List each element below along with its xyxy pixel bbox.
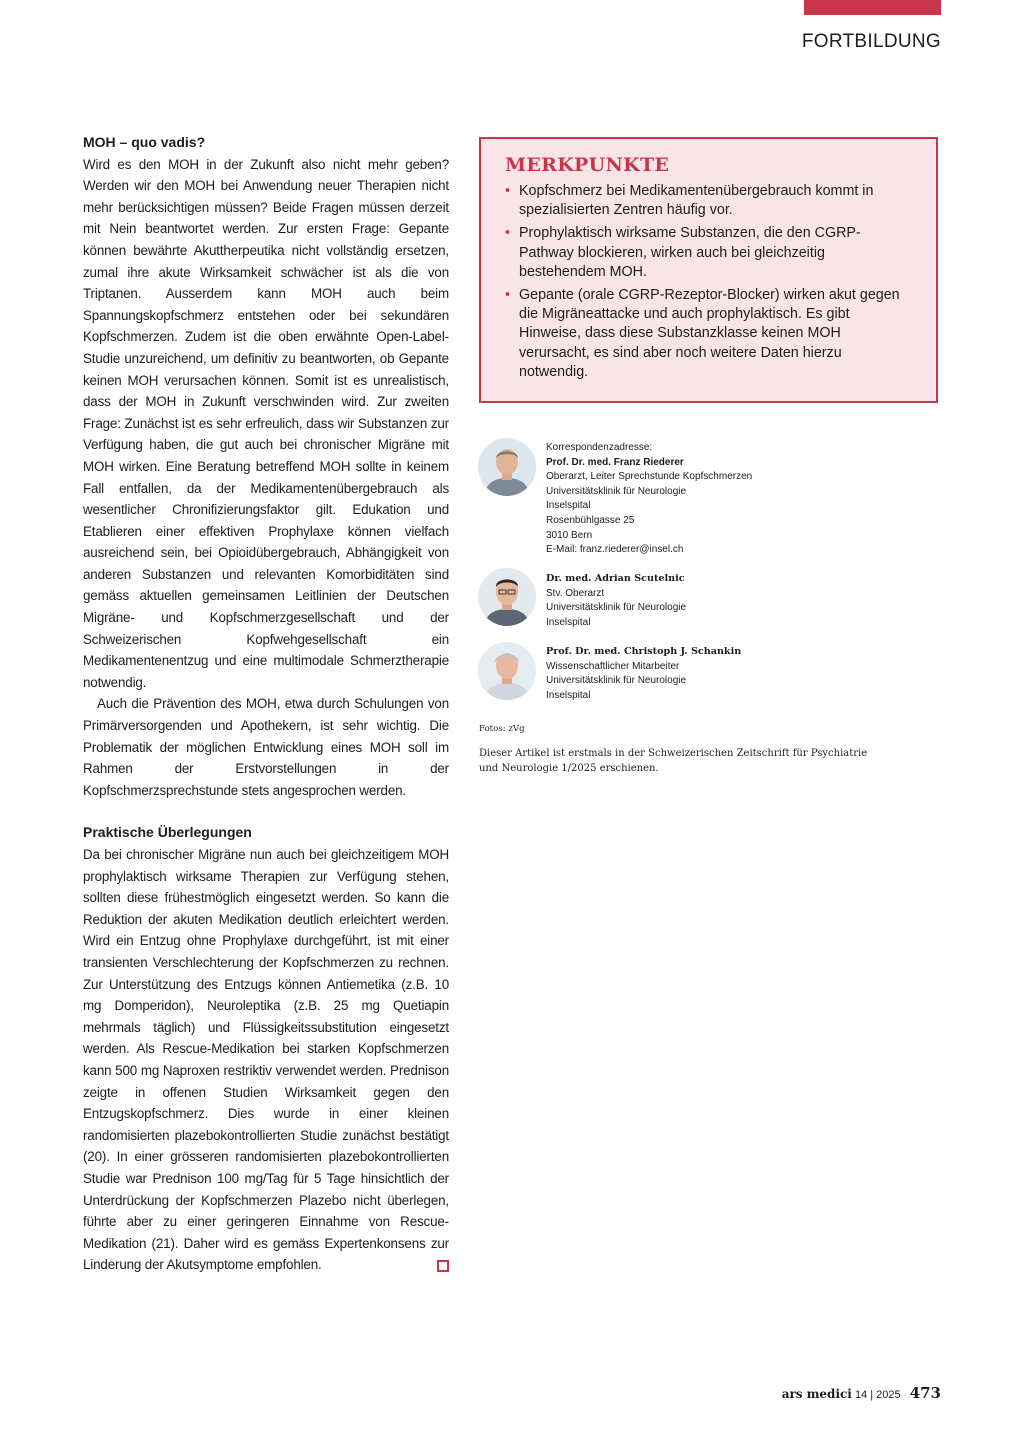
bullet-icon: • [505,183,511,199]
author-schankin-address [546,645,741,703]
author-name: Prof. Dr. med. Christoph J. Schankin [546,646,742,657]
section-label: FORTBILDUNG [801,31,941,52]
author-name: Prof. Dr. med. Franz Riederer [546,456,684,468]
author-name: Dr. med. Adrian Scutelnic [546,573,685,584]
author-photo-riederer [478,438,536,496]
author-photo-schankin [478,642,536,700]
bullet-icon: • [505,225,511,242]
list-item: • Kopfschmerz bei Medikamentenübergebrauch kommt in spezialisierten Zentren häufig vor. [505,183,874,219]
page-footer [782,1384,941,1402]
author-hospital: Inselspital [546,689,591,701]
paragraph: Auch die Prävention des MOH, etwa durch Schulungen von Primärversorgenden und Apothekern, ist sehr wichtig. Die Problematik der möglichen Entwicklung eines MOH soll im Rahmen der Erstvorstellungen in der Kopfschmerzsprechstunde stets angesprochen werden. [83,696,449,798]
author-riederer-address [546,441,752,558]
paragraph-text: Da bei chronischer Migräne nun auch bei gleichzeitigem MOH prophylaktisch wirksame Therapien zur Verfügung stehen, sollten diese frühestmöglich eingesetzt werden. So kann die Reduktion der akuten Medikation deutlich erleichtert werden. Wird ein Entzug ohne Prophylaxe durchgeführt, ist mit einer transienten Verschlechterung der Kopfschmerzen zu rechnen. Zur Unterstützung des Entzugs können Antiemetika (z.B. 10 mg Domperidon), Neuroleptika (z.B. 25 mg Quetiapin mehrmals täglich) und Flüssigkeitssubstitution eingesetzt werden. Als Rescue-Medikation bei starken Kopfschmerzen kann 500 mg Naproxen restriktiv verwendet werden. Prednison zeigte in offenen Studien Wirksamkeit gegen den Entzugskopfschmerz. Dies wurde in einer kleinen randomisierten plazebokontrollierten Studie zunächst bestätigt (20). In einer grösseren randomisierten plazebokontrollierten Studie war Prednison 100 mg/Tag für 5 Tage hinsichtlich der Unterdrückung der Kopfschmerzen Plazebo nicht überlegen, führte aber zu einer geringeren Einnahme von Rescue-Medikation (21). Daher wird es gemäss Expertenkonsens zur Linderung der Akutsymptome empfohlen. [83,847,449,1273]
bullet-icon: • [505,287,511,304]
heading-praktische-ueberlegungen: Praktische Überlegungen [83,824,252,841]
photo-credit: Fotos: zVg [479,724,525,734]
accent-bar [804,0,941,15]
end-square-icon [437,1260,449,1272]
page-number: 473 [909,1384,941,1402]
author-photo-scutelnic [478,568,536,626]
author-role: Oberarzt, Leiter Sprechstunde Kopfschmerzen [546,471,753,483]
paragraph-final [83,844,449,1276]
author-hospital: Inselspital [546,616,591,628]
list-item: • Prophylaktisch wirksame Substanzen, die den CGRP-Pathway blockieren, wirken auch bei gleichzeitig bestehendem MOH. [505,225,861,280]
list-item: • Gepante (orale CGRP-Rezeptor-Blocker) wirken akut gegen die Migräneattacke und auch prophylaktisch. Es gibt Hinweise, dass diese Substanzklasse keinen MOH verursacht, es sind aber noch weitere Daten hierzu notwendig. [505,287,900,380]
heading-moh-quo-vadis: MOH – quo vadis? [83,134,206,150]
correspondence-label: Korrespondenzadresse: [546,442,653,453]
author-role: Stv. Oberarzt [546,587,605,599]
author-scutelnic-address [546,572,686,630]
author-role: Wissenschaftlicher Mitarbeiter [546,660,680,672]
author-city: 3010 Bern [546,529,593,541]
author-clinic: Universitätsklinik für Neurologie [546,602,687,614]
author-email: E-Mail: franz.riederer@insel.ch [546,544,684,556]
publication-note: Dieser Artikel ist erstmals in der Schweizerischen Zeitschrift für Psychiatrie und Neurologie 1/2025 erschienen. [479,748,868,774]
merkpunkte-list [505,182,914,382]
article-column [83,132,449,1276]
magazine-name: ars medici [781,1387,852,1401]
author-hospital: Inselspital [546,500,591,512]
paragraph: Wird es den MOH in der Zukunft also nicht mehr geben? Werden wir den MOH bei Anwendung neuer Therapien nicht mehr berücksichtigen müssen? Beide Fragen müssen derzeit mit Nein beantwortet werden. Zur ersten Frage: Gepante können bewährte Akuttherpeutika nicht vollständig ersetzen, zumal ihre akute Wirksamkeit schwächer ist als die von Triptanen. Ausserdem kann MOH auch beim Spannungskopfschmerz entstehen oder bei sekundären Kopfschmerzen. Zudem ist die oben erwähnte Open-Label-Studie unzureichend, um definitiv zu beantworten, ob Gepante keinen MOH verursachen können. Somit ist es unrealistisch, dass der MOH in Zukunft verschwinden wird. Zur zweiten Frage: Zunächst ist es sehr erfreulich, dass wir Substanzen zur Verfügung haben, die gut auch bei chronischer Migräne mit MOH wirken. Eine Beratung betreffend MOH sollte in keinem Fall entfallen, da der Medikamentenübergebrauch als wesentlicher Chronifizierungsfaktor gilt. Edukation und Etablieren einer effektiven Prophylaxe können vielfach ausreichend sein, bei Opioidübergebrauch, Abhängigkeit von anderen Substanzen und relevanten Komorbiditäten sind gemäss aktuellen gemeinsamen Leitlinien der Deutschen Migräne- und Kopfschmerzgesellschaft und der Schweizerischen Kopfwehgesellschaft ein Medikamentenentzug und eine multimodale Schmerztherapie notwendig. [83,156,449,690]
issue-number: 14 | 2025 [854,1389,901,1401]
author-clinic: Universitätsklinik für Neurologie [546,675,687,687]
author-clinic: Universitätsklinik für Neurologie [546,485,687,497]
box-title: MERKPUNKTE [505,154,670,176]
merkpunkte-box [479,137,938,403]
author-street: Rosenbühlgasse 25 [546,514,635,526]
